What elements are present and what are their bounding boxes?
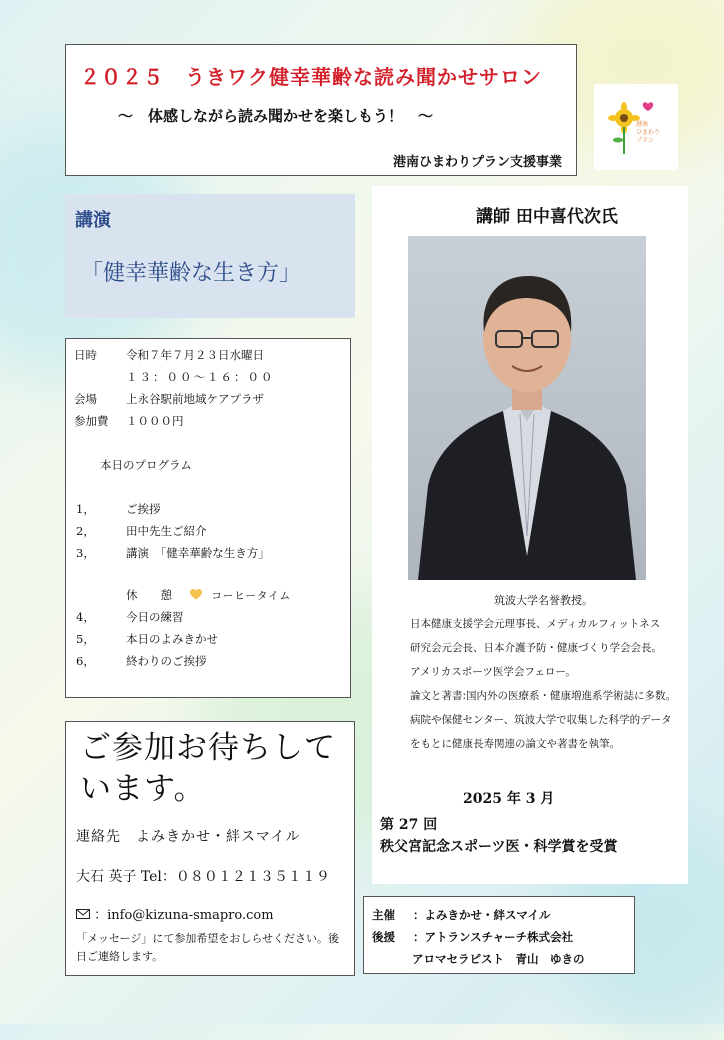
speaker-title: 筑波大学名誉教授。 [494, 594, 593, 607]
bio-line: アメリカスポーツ医学会フェロー。 [410, 666, 576, 678]
break-row [126, 587, 291, 603]
fee-value: １０００円 [126, 414, 184, 428]
contact-box [65, 721, 355, 976]
heart-icon [190, 589, 202, 600]
support-label: 後援 [372, 930, 395, 944]
sponsor-box [363, 896, 635, 974]
lecture-label: 講演 [75, 210, 111, 231]
program-text: 終わりのご挨拶 [126, 654, 207, 668]
bio-line: 日本健康支援学会元理事長、メディカルフィットネス [410, 618, 661, 630]
program-item [76, 501, 161, 517]
program-text: 講演 「健幸華齢な生き方」 [126, 546, 270, 560]
program-item [76, 609, 184, 625]
bio-line: 研究会元会長、日本介護予防・健康づくり学会会長。 [410, 642, 662, 654]
host-value: ：よみきかせ・絆スマイル [413, 908, 551, 922]
lecture-box [65, 194, 355, 318]
contact-organization: 連絡先 よみきかせ・絆スマイル [76, 829, 301, 845]
logo-text-1: 港南 [636, 121, 649, 128]
speaker-photo [408, 236, 646, 580]
program-text: 本日のよみきかせ [126, 632, 218, 646]
sunflower-plan-logo [594, 84, 678, 170]
lecture-theme: 「健幸華齢な生き方」 [81, 261, 302, 286]
program-title: 本日のプログラム [100, 458, 192, 472]
award-name: 秩父宮記念スポーツ医・科学賞を受賞 [380, 839, 618, 855]
program-item [76, 653, 207, 669]
program-text: 今日の練習 [126, 610, 184, 624]
support-row [372, 929, 573, 945]
award-year: 2025 年 3 月 [463, 791, 555, 807]
email-address[interactable]: ：info@kizuna-smapro.com [94, 908, 274, 923]
contact-name-tel: 大石 英子 Tel：０８０１２１３５１１９ [76, 869, 330, 885]
coffee-time: コーヒータイム [211, 590, 292, 602]
fee-label: 参加費 [74, 414, 109, 428]
program-item [76, 631, 218, 647]
host-row [372, 907, 551, 923]
bio-line: 病院や保健センター、筑波大学で収集した科学的データ [410, 714, 672, 726]
venue-label: 会場 [74, 392, 97, 406]
support-extra: アロマセラピスト 青山 ゆきの [412, 952, 585, 966]
event-title: ２０２５ うきワク健幸華齢な読み聞かせサロン [80, 65, 542, 89]
program-text: ご挨拶 [126, 502, 161, 516]
speaker-panel [372, 186, 688, 884]
program-num: 2， [76, 524, 95, 538]
event-info-box [65, 338, 351, 698]
event-subtitle: ～ 体感しながら読み聞かせを楽しもう！ ～ [118, 107, 434, 125]
bio-line: 論文と著書:国内外の医療系・健康増進系学術誌に多数。 [410, 690, 677, 702]
speaker-heading: 講師 田中喜代次氏 [476, 207, 618, 227]
program-num: 4， [76, 610, 95, 624]
bio-line: をもとに健康長寿関連の論文や著書を執筆。 [410, 738, 620, 750]
program-num: 1， [76, 502, 95, 516]
sunflower-icon [608, 96, 664, 158]
welcome-message: ご参加お待ちしています。 [80, 730, 336, 807]
header-box [65, 44, 577, 176]
program-item [76, 523, 207, 539]
time-value: １３：００～１６：００ [126, 370, 275, 384]
program-num: 5， [76, 632, 95, 646]
venue-value: 上永谷駅前地域ケアプラザ [126, 392, 264, 406]
contact-note: 「メッセージ」にて参加希望をおしらせください。後日ご連絡します。 [76, 932, 340, 963]
program-num: 6， [76, 654, 95, 668]
date-value: 令和７年７月２３日水曜日 [126, 348, 264, 362]
support-value: ：アトランスチャーチ株式会社 [413, 930, 574, 944]
email-row [76, 904, 274, 923]
logo-text-2: ひまわり [636, 129, 661, 136]
award-edition: 第 27 回 [380, 817, 438, 833]
date-label: 日時 [74, 348, 97, 362]
program-text: 田中先生ご紹介 [126, 524, 207, 538]
program-item [76, 545, 270, 561]
program-num: 3， [76, 546, 95, 560]
break-label: 休 憩 [126, 588, 172, 602]
logo-text-3: プラン [636, 137, 655, 144]
organizer-project: 港南ひまわりプラン支援事業 [392, 155, 562, 170]
mail-icon [76, 908, 90, 918]
host-label: 主催 [372, 908, 395, 922]
